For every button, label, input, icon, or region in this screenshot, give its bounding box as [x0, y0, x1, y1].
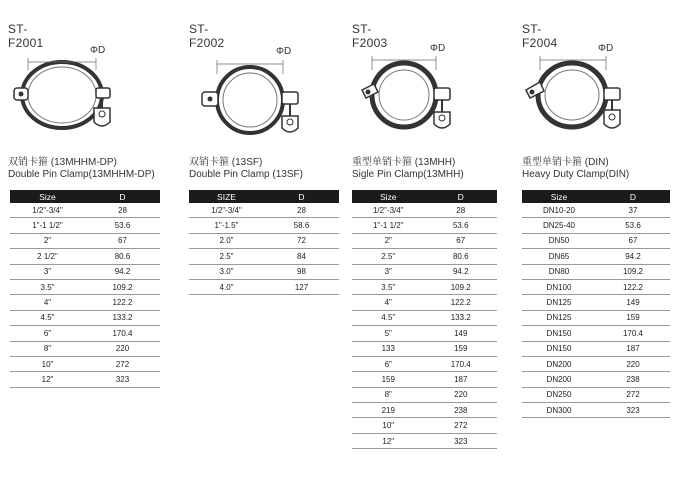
size-header: Size	[10, 190, 85, 203]
size-cell: 2.5"	[189, 249, 264, 264]
table-row	[522, 264, 670, 279]
table-row	[352, 249, 497, 264]
dimension-label: ΦD	[276, 46, 292, 57]
product-name-cn: 双销卡箍 (13MHHM-DP)	[8, 157, 117, 168]
d-cell: 109.2	[425, 279, 498, 294]
table-row	[189, 218, 339, 233]
d-cell: 238	[596, 372, 670, 387]
table-row	[352, 356, 497, 371]
d-cell: 37	[596, 203, 670, 218]
table-row	[352, 233, 497, 248]
table-row	[522, 249, 670, 264]
size-cell: DN25-40	[522, 218, 596, 233]
d-cell: 170.4	[425, 356, 498, 371]
single-pin-clamp-drawing	[352, 40, 482, 140]
d-cell: 53.6	[85, 218, 160, 233]
d-cell: 220	[85, 341, 160, 356]
d-cell: 170.4	[596, 326, 670, 341]
table-row	[352, 387, 497, 402]
d-cell: 84	[264, 249, 339, 264]
size-table	[189, 190, 339, 295]
size-cell: DN200	[522, 372, 596, 387]
table-row	[522, 387, 670, 402]
size-cell: 12"	[352, 433, 425, 448]
size-cell: 5"	[352, 326, 425, 341]
table-row	[522, 295, 670, 310]
size-cell: 3"	[352, 264, 425, 279]
product-name-en: Double Pin Clamp (13SF)	[189, 169, 303, 180]
d-cell: 187	[425, 372, 498, 387]
d-cell: 149	[425, 326, 498, 341]
size-table	[352, 190, 497, 449]
size-cell: DN100	[522, 279, 596, 294]
dimension-label: ΦD	[598, 43, 614, 54]
table-row	[352, 310, 497, 325]
size-cell: 6"	[352, 356, 425, 371]
product-name-en: Double Pin Clamp(13MHHM-DP)	[8, 169, 155, 180]
size-cell: 1/2"-3/4"	[10, 203, 85, 218]
double-pin-clamp-drawing	[10, 40, 140, 140]
size-cell: 4.5"	[10, 310, 85, 325]
size-cell: DN10-20	[522, 203, 596, 218]
table-row	[352, 418, 497, 433]
table-row	[352, 403, 497, 418]
size-cell: DN150	[522, 326, 596, 341]
d-cell: 67	[85, 233, 160, 248]
d-cell: 149	[596, 295, 670, 310]
size-cell: 2.0"	[189, 233, 264, 248]
d-header: D	[596, 190, 670, 203]
d-cell: 133.2	[85, 310, 160, 325]
size-cell: 3.0"	[189, 264, 264, 279]
size-cell: DN125	[522, 295, 596, 310]
table-row	[10, 264, 160, 279]
d-cell: 80.6	[85, 249, 160, 264]
d-cell: 220	[425, 387, 498, 402]
table-row	[352, 218, 497, 233]
size-cell: DN125	[522, 310, 596, 325]
d-cell: 133.2	[425, 310, 498, 325]
size-cell: 4"	[10, 295, 85, 310]
product-name-cn: 重型单销卡箍 (13MHH)	[352, 157, 456, 168]
size-cell: 4.5"	[352, 310, 425, 325]
table-row	[10, 310, 160, 325]
size-cell: 8"	[352, 387, 425, 402]
table-row	[10, 356, 160, 371]
dimension-label: ΦD	[90, 45, 106, 56]
d-cell: 127	[264, 279, 339, 294]
size-table-body	[189, 203, 339, 295]
table-row	[522, 203, 670, 218]
d-cell: 122.2	[596, 279, 670, 294]
table-row	[10, 233, 160, 248]
table-row	[522, 233, 670, 248]
d-cell: 272	[596, 387, 670, 402]
size-cell: 1/2"-3/4"	[189, 203, 264, 218]
size-cell: 3"	[10, 264, 85, 279]
table-row	[10, 203, 160, 218]
d-header: D	[425, 190, 498, 203]
size-cell: 2 1/2"	[10, 249, 85, 264]
d-cell: 53.6	[425, 218, 498, 233]
product-name-en: Heavy Duty Clamp(DIN)	[522, 169, 630, 180]
table-row	[522, 372, 670, 387]
table-row	[522, 279, 670, 294]
d-cell: 94.2	[596, 249, 670, 264]
size-table-body	[352, 203, 497, 449]
product-code: ST-F2004	[522, 22, 558, 50]
product-name-cn: 双销卡箍 (13SF)	[189, 157, 263, 168]
size-cell: DN65	[522, 249, 596, 264]
product-name-cn: 重型单销卡箍 (DIN)	[522, 157, 609, 168]
d-header: D	[85, 190, 160, 203]
size-header: Size	[352, 190, 425, 203]
d-cell: 323	[596, 403, 670, 418]
table-row	[189, 279, 339, 294]
table-row	[189, 264, 339, 279]
size-cell: 10"	[10, 356, 85, 371]
size-table-body	[522, 203, 670, 418]
d-cell: 109.2	[85, 279, 160, 294]
d-cell: 122.2	[85, 295, 160, 310]
size-cell: 6"	[10, 326, 85, 341]
table-row	[352, 433, 497, 448]
table-row	[522, 403, 670, 418]
d-cell: 28	[264, 203, 339, 218]
d-cell: 170.4	[85, 326, 160, 341]
size-cell: 2.5"	[352, 249, 425, 264]
size-cell: 3.5"	[352, 279, 425, 294]
size-cell: 1"-1.5"	[189, 218, 264, 233]
table-row	[10, 326, 160, 341]
product-code: ST-F2003	[352, 22, 388, 50]
table-row	[10, 249, 160, 264]
dimension-label: ΦD	[430, 43, 446, 54]
d-cell: 272	[85, 356, 160, 371]
product-code: ST-F2002	[189, 22, 225, 50]
size-table-body	[10, 203, 160, 387]
size-cell: DN80	[522, 264, 596, 279]
d-cell: 28	[425, 203, 498, 218]
d-cell: 159	[596, 310, 670, 325]
table-row	[352, 295, 497, 310]
d-cell: 53.6	[596, 218, 670, 233]
product-name-en: Sigle Pin Clamp(13MHH)	[352, 169, 464, 180]
table-row	[10, 372, 160, 387]
d-cell: 67	[596, 233, 670, 248]
d-cell: 122.2	[425, 295, 498, 310]
table-row	[10, 295, 160, 310]
size-cell: 4"	[352, 295, 425, 310]
size-cell: 2"	[10, 233, 85, 248]
table-row	[522, 356, 670, 371]
size-header: Size	[522, 190, 596, 203]
table-row	[352, 279, 497, 294]
table-row	[522, 218, 670, 233]
table-row	[352, 264, 497, 279]
table-row	[10, 218, 160, 233]
d-cell: 94.2	[425, 264, 498, 279]
heavy-duty-clamp-drawing	[520, 40, 650, 140]
size-cell: 133	[352, 341, 425, 356]
size-cell: DN250	[522, 387, 596, 402]
d-cell: 323	[85, 372, 160, 387]
product-code: ST-F2001	[8, 22, 44, 50]
table-row	[10, 341, 160, 356]
size-table	[522, 190, 670, 418]
table-row	[522, 310, 670, 325]
size-cell: DN50	[522, 233, 596, 248]
d-cell: 67	[425, 233, 498, 248]
size-cell: 219	[352, 403, 425, 418]
size-cell: DN150	[522, 341, 596, 356]
table-row	[10, 279, 160, 294]
table-row	[189, 249, 339, 264]
size-header: SIZE	[189, 190, 264, 203]
d-header: D	[264, 190, 339, 203]
table-row	[352, 341, 497, 356]
d-cell: 94.2	[85, 264, 160, 279]
d-cell: 159	[425, 341, 498, 356]
d-cell: 323	[425, 433, 498, 448]
size-cell: 4.0"	[189, 279, 264, 294]
d-cell: 109.2	[596, 264, 670, 279]
size-cell: DN300	[522, 403, 596, 418]
size-cell: 8"	[10, 341, 85, 356]
table-row	[352, 326, 497, 341]
d-cell: 80.6	[425, 249, 498, 264]
d-cell: 28	[85, 203, 160, 218]
size-cell: 3.5"	[10, 279, 85, 294]
size-cell: 10"	[352, 418, 425, 433]
table-row	[522, 326, 670, 341]
table-row	[522, 341, 670, 356]
size-cell: 1/2"-3/4"	[352, 203, 425, 218]
d-cell: 187	[596, 341, 670, 356]
double-pin-clamp-13sf-drawing	[188, 40, 318, 140]
size-cell: DN200	[522, 356, 596, 371]
d-cell: 220	[596, 356, 670, 371]
table-row	[352, 372, 497, 387]
size-cell: 2"	[352, 233, 425, 248]
table-row	[189, 233, 339, 248]
d-cell: 98	[264, 264, 339, 279]
size-cell: 159	[352, 372, 425, 387]
d-cell: 238	[425, 403, 498, 418]
size-cell: 1"-1 1/2"	[10, 218, 85, 233]
size-cell: 12"	[10, 372, 85, 387]
table-row	[352, 203, 497, 218]
table-row	[189, 203, 339, 218]
d-cell: 72	[264, 233, 339, 248]
d-cell: 58.6	[264, 218, 339, 233]
d-cell: 272	[425, 418, 498, 433]
size-table	[10, 190, 160, 388]
size-cell: 1"-1 1/2"	[352, 218, 425, 233]
